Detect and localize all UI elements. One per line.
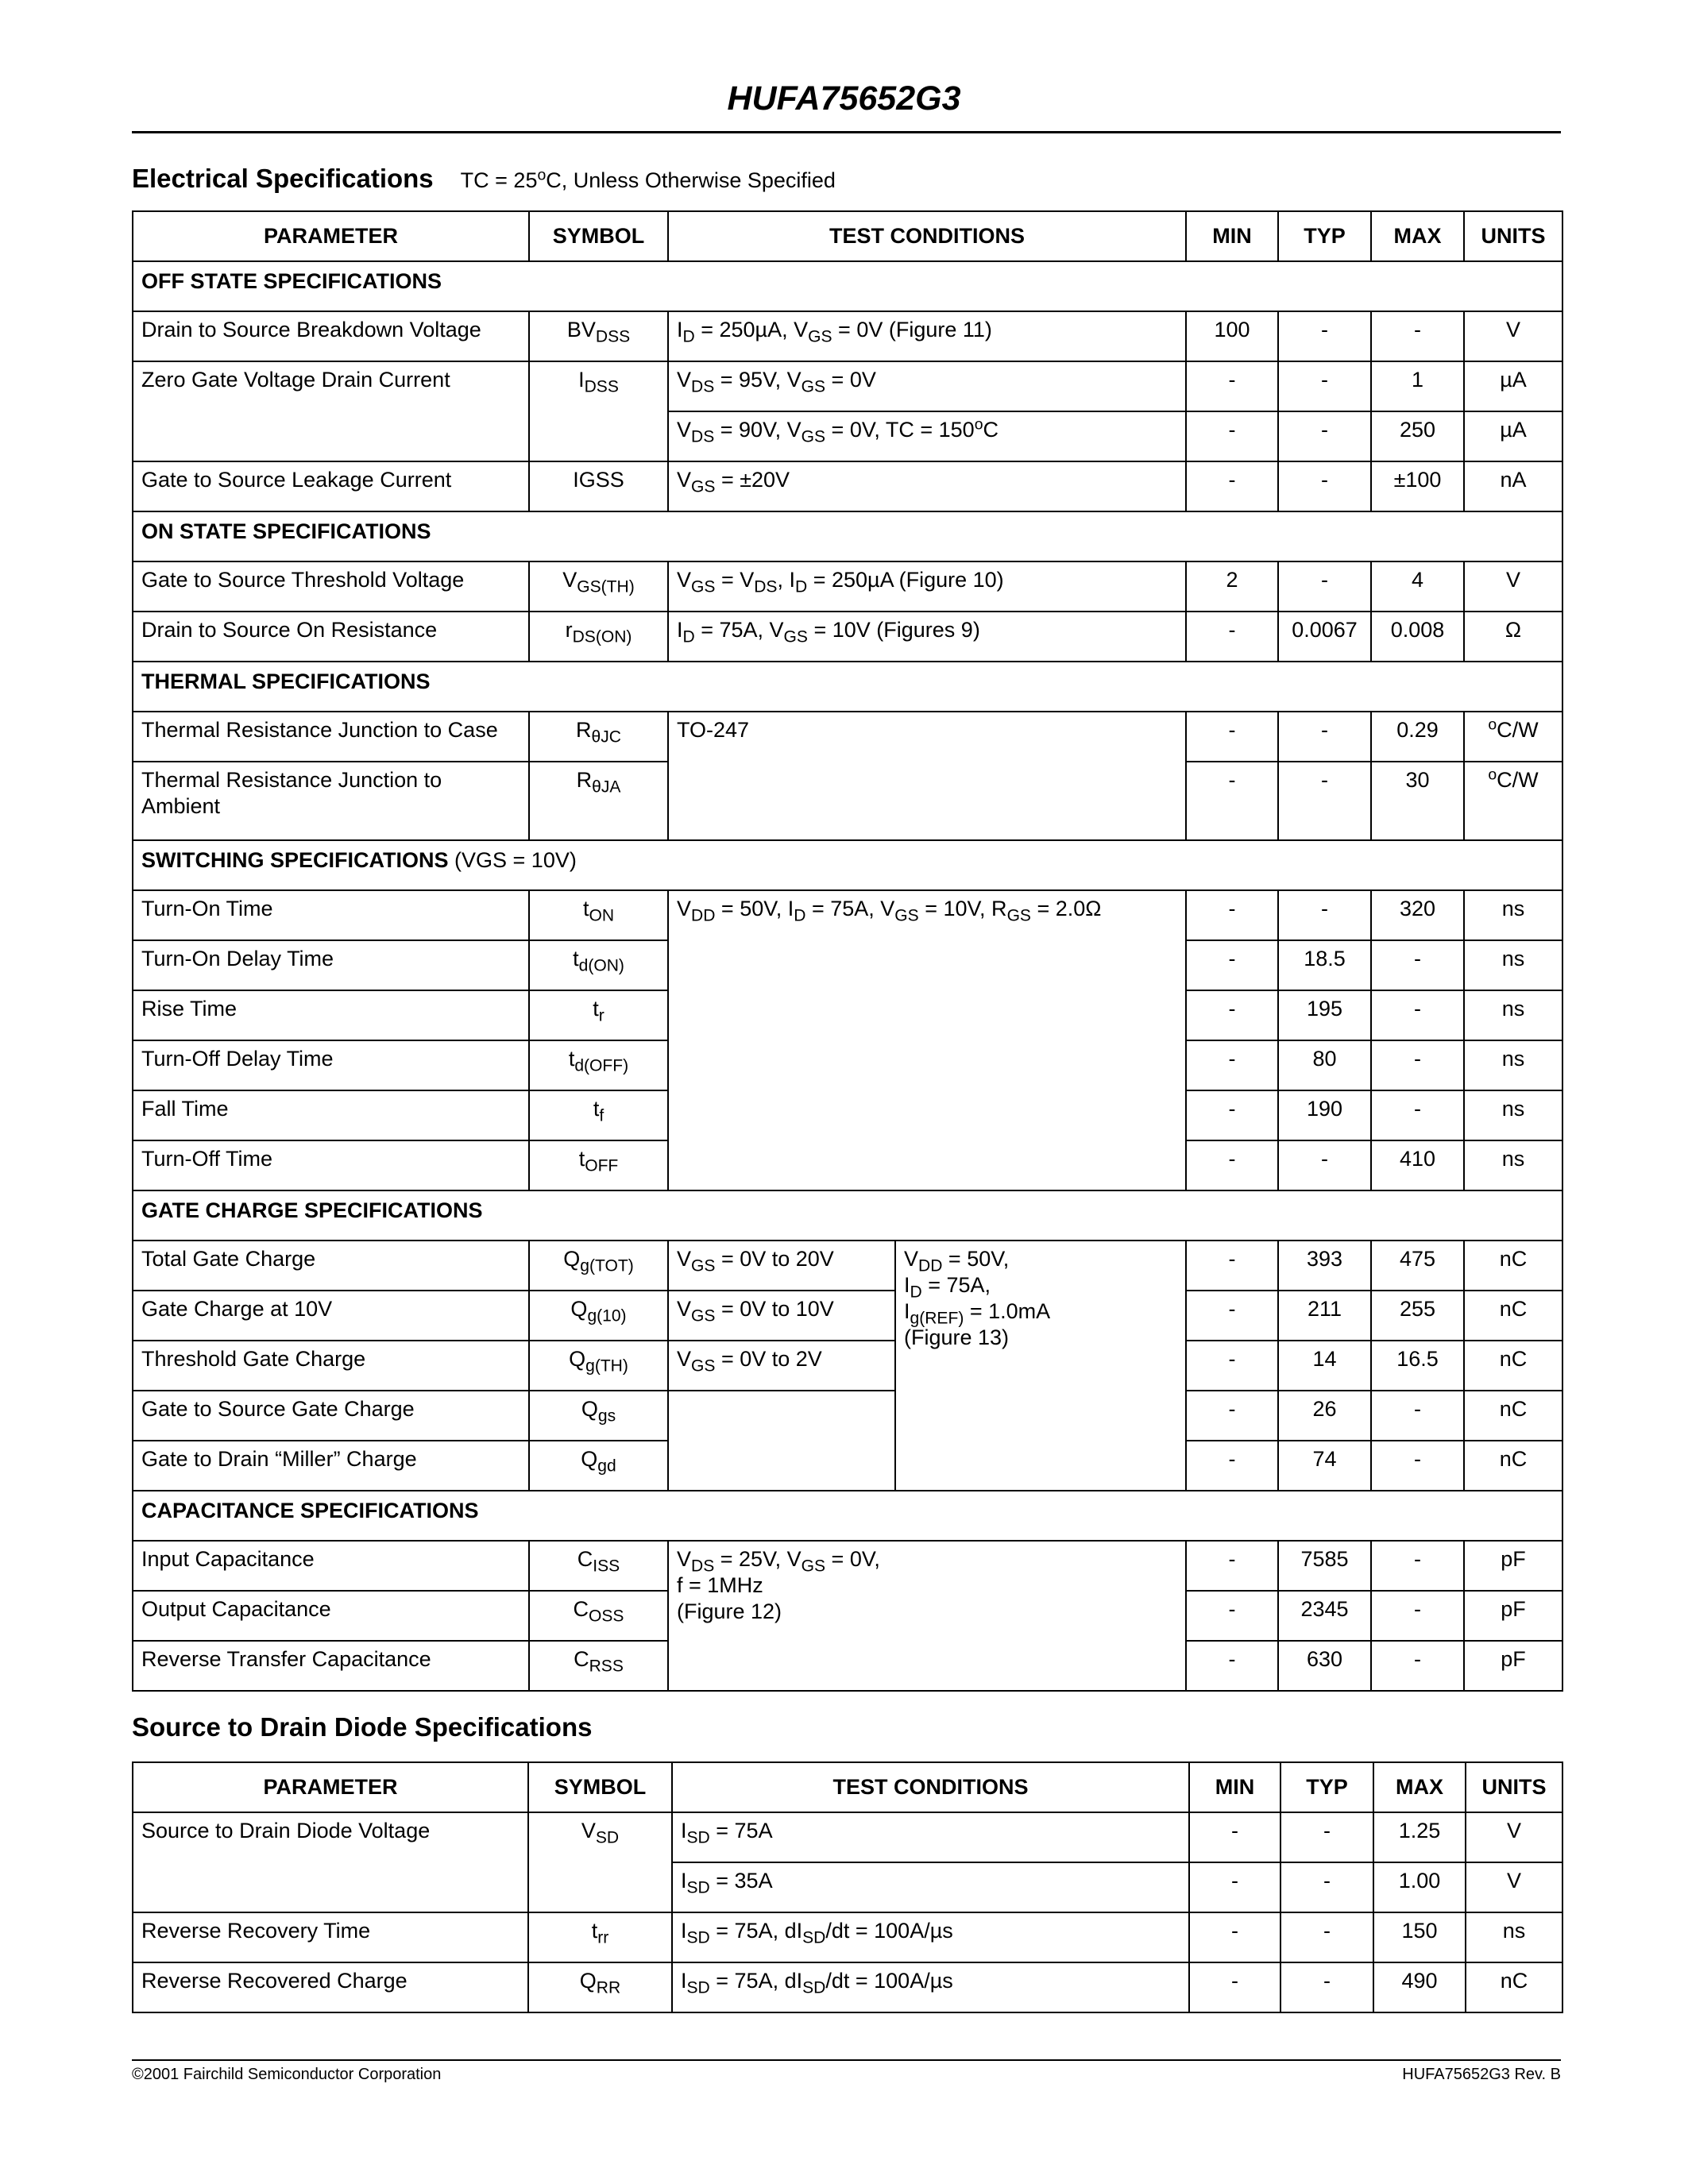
param-cell: Source to Drain Diode Voltage (133, 1812, 528, 1912)
param-cell: Fall Time (133, 1090, 529, 1140)
table-row (133, 1962, 1562, 2012)
max-cell: 0.008 (1371, 612, 1464, 662)
units-cell: nC (1464, 1391, 1562, 1441)
symbol-cell: $C_{RSS}$ (529, 1641, 668, 1691)
condition-line: (Figure 12) (677, 1599, 782, 1623)
symbol-cell: $t_r$ (529, 990, 668, 1040)
units-cell: µA (1464, 411, 1562, 461)
max-cell: - (1371, 311, 1464, 361)
page-title: HUFA75652G3 (727, 79, 961, 118)
typ-cell: - (1278, 561, 1371, 612)
condition-line: $V_{DS} = 25V$, $V_{GS} = 0V$, (677, 1547, 880, 1576)
param-cell: Reverse Transfer Capacitance (133, 1641, 529, 1691)
param-cell: Thermal Resistance Junction to Ambient (133, 762, 529, 840)
condition-cell: $V_{GS} = V_{DS}$, $I_D = 250\mu A$ (Figure 10) (668, 561, 1186, 612)
units-cell: nC (1464, 1291, 1562, 1341)
symbol-cell: $Q_{g(TOT)}$ (529, 1241, 668, 1291)
min-cell: - (1186, 1341, 1278, 1391)
typ-cell: 190 (1278, 1090, 1371, 1140)
param-cell: Drain to Source On Resistance (133, 612, 529, 662)
max-cell: - (1371, 1591, 1464, 1641)
param-cell: Turn-Off Time (133, 1140, 529, 1190)
condition-line: f = 1MHz (677, 1573, 763, 1597)
typ-cell: - (1278, 1140, 1371, 1190)
param-cell: Gate to Source Leakage Current (133, 461, 529, 511)
typ-cell: 393 (1278, 1241, 1371, 1291)
symbol-cell: $Q_{RR}$ (528, 1962, 672, 2012)
condition-cell: $V_{GS} = 0V$ to 20V (668, 1241, 895, 1291)
footer-revision: HUFA75652G3 Rev. B (1402, 2066, 1561, 2083)
min-cell: - (1186, 1641, 1278, 1691)
symbol-cell: $V_{GS(TH)}$ (529, 561, 668, 612)
min-cell: - (1186, 612, 1278, 662)
min-cell: - (1189, 1812, 1280, 1862)
common-condition-cell (895, 1241, 1186, 1491)
max-cell: 4 (1371, 561, 1464, 612)
typ-cell: 2345 (1278, 1591, 1371, 1641)
symbol-cell: $BV_{DSS}$ (529, 311, 668, 361)
units-cell: nC (1464, 1441, 1562, 1491)
max-cell: - (1371, 990, 1464, 1040)
symbol-cell: $t_{rr}$ (528, 1912, 672, 1962)
section-label (133, 840, 1562, 890)
condition-cell: $I_{SD} = 75A$ (672, 1812, 1189, 1862)
units-cell: V (1464, 561, 1562, 612)
param-cell: Thermal Resistance Junction to Case (133, 712, 529, 762)
header-cell: TYP (1278, 211, 1371, 261)
max-cell: 490 (1373, 1962, 1466, 2012)
param-cell: Reverse Recovery Time (133, 1912, 528, 1962)
condition-line: $I_{g(REF)} = 1.0mA$ (904, 1299, 1051, 1328)
typ-cell: - (1278, 361, 1371, 411)
min-cell: - (1186, 461, 1278, 511)
condition-cell-empty (668, 1391, 895, 1491)
max-cell: - (1371, 1541, 1464, 1591)
diode-section-title: Source to Drain Diode Specifications (132, 1712, 593, 1742)
table-row (133, 1391, 1562, 1441)
min-cell: 2 (1186, 561, 1278, 612)
max-cell: - (1371, 1090, 1464, 1140)
typ-cell: - (1280, 1962, 1373, 2012)
symbol-cell: $t_{OFF}$ (529, 1140, 668, 1190)
typ-cell: - (1280, 1812, 1373, 1862)
symbol-cell: IGSS (529, 461, 668, 511)
max-cell: 16.5 (1371, 1341, 1464, 1391)
header-cell: TEST CONDITIONS (668, 211, 1186, 261)
section-label: GATE CHARGE SPECIFICATIONS (133, 1190, 1562, 1241)
param-cell: Turn-On Time (133, 890, 529, 940)
min-cell: - (1189, 1962, 1280, 2012)
param-cell: Turn-On Delay Time (133, 940, 529, 990)
symbol-cell: $R_{\theta JA}$ (529, 762, 668, 840)
table-row (133, 712, 1562, 762)
typ-cell: 0.0067 (1278, 612, 1371, 662)
section-row (133, 1190, 1562, 1241)
table-row (133, 1291, 1562, 1341)
table-row (133, 1812, 1562, 1862)
condition-cell: $I_D = 250\mu A$, $V_{GS} = 0V$ (Figure 11) (668, 311, 1186, 361)
table-row (133, 311, 1562, 361)
typ-cell: 211 (1278, 1291, 1371, 1341)
symbol-cell: $C_{OSS}$ (529, 1591, 668, 1641)
header-cell: MIN (1186, 211, 1278, 261)
units-cell: nC (1464, 1341, 1562, 1391)
param-cell: Gate to Drain “Miller” Charge (133, 1441, 529, 1491)
typ-cell: - (1280, 1912, 1373, 1962)
units-cell: ns (1466, 1912, 1562, 1962)
max-cell: 0.29 (1371, 712, 1464, 762)
header-cell: MAX (1373, 1762, 1466, 1812)
units-cell: nA (1464, 461, 1562, 511)
min-cell: - (1186, 1591, 1278, 1641)
units-cell: µA (1464, 361, 1562, 411)
max-cell: 150 (1373, 1912, 1466, 1962)
units-cell: ns (1464, 1140, 1562, 1190)
units-cell: V (1464, 311, 1562, 361)
min-cell: - (1186, 1441, 1278, 1491)
typ-cell: - (1278, 311, 1371, 361)
units-cell: V (1466, 1862, 1562, 1912)
param-cell: Gate Charge at 10V (133, 1291, 529, 1341)
electrical-condition-note: TC = $25^oC$, Unless Otherwise Specified (460, 166, 836, 192)
typ-cell: - (1278, 762, 1371, 840)
units-cell: $^o$C/W (1464, 712, 1562, 762)
param-cell: Turn-Off Delay Time (133, 1040, 529, 1090)
units-cell: nC (1466, 1962, 1562, 2012)
condition-cell: $I_{SD} = 75A$, $dI_{SD}/dt = 100A/\mu s$ (672, 1962, 1189, 2012)
param-cell: Rise Time (133, 990, 529, 1040)
typ-cell: - (1278, 461, 1371, 511)
min-cell: - (1186, 1391, 1278, 1441)
symbol-cell: $V_{SD}$ (528, 1812, 672, 1912)
table-row (133, 1541, 1562, 1591)
max-cell: 1.00 (1373, 1862, 1466, 1912)
param-cell: Zero Gate Voltage Drain Current (133, 361, 529, 461)
section-row (133, 1491, 1562, 1541)
units-cell: V (1466, 1812, 1562, 1862)
param-cell: Gate to Source Gate Charge (133, 1391, 529, 1441)
symbol-cell: $I_{DSS}$ (529, 361, 668, 461)
typ-cell: 26 (1278, 1391, 1371, 1441)
param-cell: Gate to Source Threshold Voltage (133, 561, 529, 612)
param-cell: Total Gate Charge (133, 1241, 529, 1291)
max-cell: 475 (1371, 1241, 1464, 1291)
units-cell: pF (1464, 1641, 1562, 1691)
condition-cell: $V_{DS} = 90V$, $V_{GS} = 0V$, TC = $150^oC$ (668, 411, 1186, 461)
symbol-cell: $Q_{g(TH)}$ (529, 1341, 668, 1391)
symbol-cell: $R_{\theta JC}$ (529, 712, 668, 762)
section-label-text: SWITCHING SPECIFICATIONS (141, 848, 449, 872)
section-label: ON STATE SPECIFICATIONS (133, 511, 1562, 561)
units-cell: ns (1464, 940, 1562, 990)
header-row (133, 211, 1562, 261)
symbol-cell: $t_{d(OFF)}$ (529, 1040, 668, 1090)
table-row (133, 612, 1562, 662)
max-cell: - (1371, 940, 1464, 990)
max-cell: 1 (1371, 361, 1464, 411)
header-cell: UNITS (1464, 211, 1562, 261)
min-cell: - (1186, 361, 1278, 411)
min-cell: 100 (1186, 311, 1278, 361)
table-row (133, 1241, 1562, 1291)
table-row (133, 890, 1562, 940)
max-cell: - (1371, 1040, 1464, 1090)
units-cell: pF (1464, 1541, 1562, 1591)
max-cell: 30 (1371, 762, 1464, 840)
typ-cell: - (1278, 890, 1371, 940)
min-cell: - (1186, 1140, 1278, 1190)
electrical-specifications-table (132, 210, 1563, 1692)
units-cell: $^o$C/W (1464, 762, 1562, 840)
condition-cell: $V_{GS} = 0V$ to 10V (668, 1291, 895, 1341)
units-cell: ns (1464, 1090, 1562, 1140)
min-cell: - (1186, 1090, 1278, 1140)
min-cell: - (1189, 1912, 1280, 1962)
table-row (133, 1341, 1562, 1391)
section-row (133, 662, 1562, 712)
typ-cell: - (1278, 411, 1371, 461)
typ-cell: 74 (1278, 1441, 1371, 1491)
header-cell: PARAMETER (133, 1762, 528, 1812)
symbol-cell: $t_{d(ON)}$ (529, 940, 668, 990)
units-cell: ns (1464, 890, 1562, 940)
typ-cell: 195 (1278, 990, 1371, 1040)
condition-line: $V_{DD} = 50V$, (904, 1247, 1010, 1275)
max-cell: - (1371, 1441, 1464, 1491)
min-cell: - (1186, 1040, 1278, 1090)
typ-cell: 18.5 (1278, 940, 1371, 990)
table-row (133, 1912, 1562, 1962)
min-cell: - (1186, 1541, 1278, 1591)
typ-cell: - (1278, 712, 1371, 762)
units-cell: pF (1464, 1591, 1562, 1641)
section-label: THERMAL SPECIFICATIONS (133, 662, 1562, 712)
max-cell: ±100 (1371, 461, 1464, 511)
condition-cell: $I_{SD} = 35A$ (672, 1862, 1189, 1912)
table-row (133, 461, 1562, 511)
condition-cell (668, 1541, 1186, 1691)
header-cell: SYMBOL (528, 1762, 672, 1812)
units-cell: nC (1464, 1241, 1562, 1291)
param-cell: Reverse Recovered Charge (133, 1962, 528, 2012)
condition-line: (Figure 13) (904, 1325, 1010, 1349)
units-cell: ns (1464, 1040, 1562, 1090)
table-row (133, 561, 1562, 612)
max-cell: 320 (1371, 890, 1464, 940)
section-row (133, 840, 1562, 890)
typ-cell: 7585 (1278, 1541, 1371, 1591)
typ-cell: 80 (1278, 1040, 1371, 1090)
max-cell: 410 (1371, 1140, 1464, 1190)
param-cell: Drain to Source Breakdown Voltage (133, 311, 529, 361)
condition-cell: $V_{DD} = 50V$, $I_D = 75A$, $V_{GS} = 10V$, $R_{GS} = 2.0\Omega$ (668, 890, 1186, 1190)
min-cell: - (1189, 1862, 1280, 1912)
min-cell: - (1186, 1291, 1278, 1341)
typ-cell: 630 (1278, 1641, 1371, 1691)
condition-cell: $V_{GS} = \pm 20V$ (668, 461, 1186, 511)
min-cell: - (1186, 1241, 1278, 1291)
param-cell: Output Capacitance (133, 1591, 529, 1641)
param-cell: Threshold Gate Charge (133, 1341, 529, 1391)
condition-cell: $V_{GS} = 0V$ to 2V (668, 1341, 895, 1391)
section-row (133, 511, 1562, 561)
footer-copyright: ©2001 Fairchild Semiconductor Corporation (132, 2066, 442, 2083)
symbol-cell: $r_{DS(ON)}$ (529, 612, 668, 662)
max-cell: 1.25 (1373, 1812, 1466, 1862)
electrical-section-title (132, 164, 836, 194)
symbol-cell: $Q_{gd}$ (529, 1441, 668, 1491)
footer-rule (132, 2059, 1561, 2061)
symbol-cell: $Q_{gs}$ (529, 1391, 668, 1441)
section-label-condition: (VGS = 10V) (454, 848, 577, 872)
header-cell: TEST CONDITIONS (672, 1762, 1189, 1812)
header-cell: PARAMETER (133, 211, 529, 261)
condition-cell: TO-247 (668, 712, 1186, 840)
min-cell: - (1186, 990, 1278, 1040)
condition-line: $I_D = 75A$, (904, 1273, 991, 1302)
min-cell: - (1186, 411, 1278, 461)
electrical-title-text: Electrical Specifications (132, 164, 434, 193)
condition-cell: $I_{SD} = 75A$, $dI_{SD}/dt = 100A/\mu s$ (672, 1912, 1189, 1962)
header-row (133, 1762, 1562, 1812)
diode-specifications-table (132, 1761, 1563, 2013)
symbol-cell: $C_{ISS}$ (529, 1541, 668, 1591)
table-row (133, 361, 1562, 411)
condition-cell: $I_D = 75A$, $V_{GS} = 10V$ (Figures 9) (668, 612, 1186, 662)
units-cell: ns (1464, 990, 1562, 1040)
min-cell: - (1186, 890, 1278, 940)
section-row (133, 261, 1562, 311)
symbol-cell: $t_{ON}$ (529, 890, 668, 940)
typ-cell: - (1280, 1862, 1373, 1912)
units-cell: Ω (1464, 612, 1562, 662)
min-cell: - (1186, 712, 1278, 762)
header-cell: MAX (1371, 211, 1464, 261)
condition-cell: $V_{DS} = 95V$, $V_{GS} = 0V$ (668, 361, 1186, 411)
min-cell: - (1186, 762, 1278, 840)
max-cell: - (1371, 1641, 1464, 1691)
symbol-cell: $t_f$ (529, 1090, 668, 1140)
header-rule (132, 131, 1561, 133)
section-label: OFF STATE SPECIFICATIONS (133, 261, 1562, 311)
header-cell: MIN (1189, 1762, 1280, 1812)
min-cell: - (1186, 940, 1278, 990)
param-cell: Input Capacitance (133, 1541, 529, 1591)
header-cell: SYMBOL (529, 211, 668, 261)
symbol-cell: $Q_{g(10)}$ (529, 1291, 668, 1341)
max-cell: 255 (1371, 1291, 1464, 1341)
header-cell: TYP (1280, 1762, 1373, 1812)
max-cell: 250 (1371, 411, 1464, 461)
section-label: CAPACITANCE SPECIFICATIONS (133, 1491, 1562, 1541)
header-cell: UNITS (1466, 1762, 1562, 1812)
max-cell: - (1371, 1391, 1464, 1441)
typ-cell: 14 (1278, 1341, 1371, 1391)
